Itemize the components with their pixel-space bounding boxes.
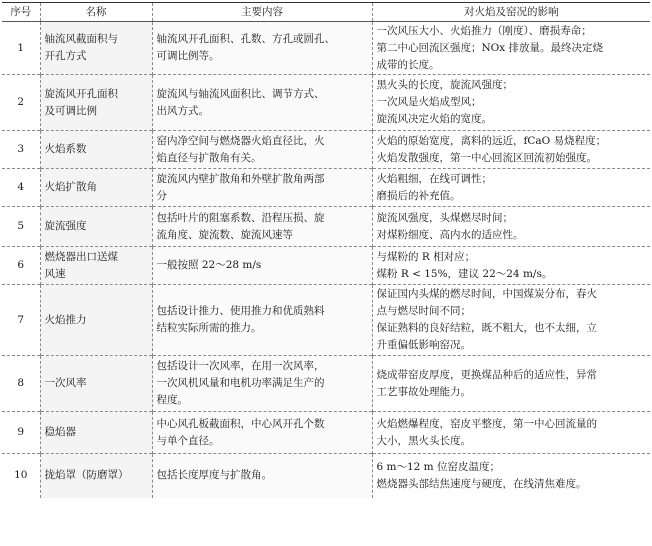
flame-effect	[372, 75, 650, 131]
flame-effect	[372, 169, 650, 207]
row-number: 7	[2, 285, 40, 356]
effect-line: 火焰发散强度，第一中心回流区回流初始强度。	[376, 151, 597, 164]
burner-parameter-table	[2, 2, 650, 498]
row-number: 1	[2, 22, 40, 75]
table-row	[2, 412, 650, 454]
flame-effect	[372, 356, 650, 412]
content-line: 一次风机风量和电机功率满足生产的	[156, 377, 325, 389]
main-content	[152, 75, 372, 131]
row-number: 4	[2, 169, 40, 207]
parameter-name	[40, 22, 152, 75]
effect-line: 保证国内头煤的燃尽时间，中国煤炭分布，春火	[376, 288, 597, 300]
name-line: 风速	[44, 267, 66, 280]
parameter-name	[40, 454, 152, 498]
name-line: 轴流风截面积与	[44, 33, 118, 45]
effect-line: 大小，黑火头长度。	[376, 434, 471, 447]
parameter-name	[40, 169, 152, 207]
table-row	[2, 75, 650, 131]
content-line: 流角度、旋流数、旋流风速等	[156, 228, 293, 241]
content-line: 可调比例等。	[156, 50, 220, 62]
content-line: 窑内净空间与燃烧器火焰直径比，火	[156, 134, 325, 147]
main-content	[152, 454, 372, 498]
parameter-name	[40, 285, 152, 356]
content-line: 与单个直径。	[156, 434, 220, 447]
effect-line: 升重偏低影响窑况。	[376, 339, 471, 351]
main-content	[152, 356, 372, 412]
effect-line: 一次风是火焰成型风；	[376, 96, 482, 108]
effect-line: 工艺事故处理能力。	[376, 385, 471, 398]
effect-line: 旋流风强度，头煤燃尽时间；	[376, 211, 513, 224]
flame-effect	[372, 247, 650, 285]
effect-line: 第二中心回流区强度；NOx 排放量。最终决定烧	[376, 41, 604, 54]
name-line: 及可调比例	[44, 104, 97, 117]
flame-effect	[372, 285, 650, 356]
effect-line: 煤粉 R < 15%，建议 22～24 m/s。	[376, 267, 553, 280]
content-line: 轴流风开孔面积、孔数、方孔或圆孔、	[156, 33, 335, 45]
flame-effect	[372, 22, 650, 75]
row-number: 5	[2, 207, 40, 247]
name-line: 稳焰器	[44, 426, 76, 438]
row-number: 3	[2, 131, 40, 169]
effect-line: 烧成带窑皮厚度，更换煤品种后的适应性，异常	[376, 368, 597, 381]
name-line: 旋流强度	[44, 220, 87, 232]
effect-line: 对煤粉细度、高内水的适应性。	[376, 228, 524, 241]
content-line: 焰直径与扩散角有关。	[156, 151, 262, 164]
parameter-name	[40, 412, 152, 454]
table-row	[2, 356, 650, 412]
table-row	[2, 22, 650, 75]
effect-line: 点与燃尽时间不同；	[376, 305, 471, 317]
name-line: 拢焰罩（防磨罩）	[44, 469, 129, 482]
content-line: 包括叶片的阻塞系数、沿程压损、旋	[156, 211, 325, 224]
main-content	[152, 169, 372, 207]
content-line: 程度。	[156, 394, 188, 406]
flame-effect	[372, 131, 650, 169]
table-row	[2, 169, 650, 207]
content-line: 一般按照 22～28 m/s	[156, 259, 262, 271]
effect-line: 与煤粉的 R 相对应；	[376, 250, 476, 263]
effect-line: 成带的长度。	[376, 58, 440, 71]
content-line: 中心风孔板截面积，中心风开孔个数	[156, 417, 325, 430]
content-line: 分	[156, 189, 167, 202]
flame-effect	[372, 454, 650, 498]
name-line: 旋流风开孔面积	[44, 87, 118, 100]
content-line: 包括长度厚度与扩散角。	[156, 469, 272, 482]
effect-line: 燃烧器头部结焦速度与硬度，在线清焦难度。	[376, 477, 587, 490]
effect-line: 旋流风决定火焰的宽度。	[376, 113, 492, 125]
main-content	[152, 131, 372, 169]
table-row	[2, 285, 650, 356]
name-line: 燃烧器出口送煤	[44, 250, 118, 263]
header-content: 主要内容	[152, 3, 372, 22]
content-line: 包括设计一次风率，在用一次风率，	[156, 360, 325, 372]
effect-line: 黑火头的长度，旋流风强度；	[376, 79, 513, 91]
parameter-name	[40, 131, 152, 169]
row-number: 6	[2, 247, 40, 285]
header-effect: 对火焰及窑况的影响	[372, 3, 650, 22]
row-number: 2	[2, 75, 40, 131]
header-no: 序号	[2, 3, 40, 22]
main-content	[152, 412, 372, 454]
main-content	[152, 247, 372, 285]
row-number: 10	[2, 454, 40, 498]
effect-line: 火焰粗细，在线可调性；	[376, 172, 492, 185]
header-row	[2, 3, 650, 22]
parameter-name	[40, 75, 152, 131]
main-content	[152, 285, 372, 356]
table-row	[2, 247, 650, 285]
parameter-name	[40, 356, 152, 412]
effect-line: 火焰燃爆程度，窑皮平整度，第一中心回流量的	[376, 417, 597, 430]
effect-line: 磨损后的补充值。	[376, 189, 461, 202]
table-row	[2, 454, 650, 498]
effect-line: 火焰的原始宽度，离料的远近，fCaO 易烧程度；	[376, 134, 607, 147]
main-content	[152, 207, 372, 247]
row-number: 8	[2, 356, 40, 412]
header-name: 名称	[40, 3, 152, 22]
content-line: 结粒实际所需的推力。	[156, 322, 262, 334]
flame-effect	[372, 207, 650, 247]
parameter-name	[40, 207, 152, 247]
table-row	[2, 131, 650, 169]
name-line: 火焰推力	[44, 313, 87, 326]
flame-effect	[372, 412, 650, 454]
table-body	[2, 22, 650, 498]
content-line: 旋流风与轴流风面积比、调节方式、	[156, 87, 325, 100]
parameter-name	[40, 247, 152, 285]
content-line: 旋流风内壁扩散角和外壁扩散角两部	[156, 172, 325, 185]
name-line: 开孔方式	[44, 50, 87, 62]
name-line: 一次风率	[44, 377, 87, 389]
name-line: 火焰系数	[44, 143, 87, 155]
content-line: 出风方式。	[156, 104, 209, 117]
name-line: 火焰扩散角	[44, 181, 97, 193]
row-number: 9	[2, 412, 40, 454]
effect-line: 一次风压大小、火焰推力（刚度）、磨损寿命；	[376, 24, 592, 37]
effect-line: 6 m～12 m 位窑皮温度；	[376, 460, 500, 473]
effect-line: 保证熟料的良好结粒，既不粗大，也不太细，立	[376, 322, 597, 334]
main-content	[152, 22, 372, 75]
content-line: 包括设计推力、使用推力和优质熟料	[156, 305, 325, 317]
table-row	[2, 207, 650, 247]
